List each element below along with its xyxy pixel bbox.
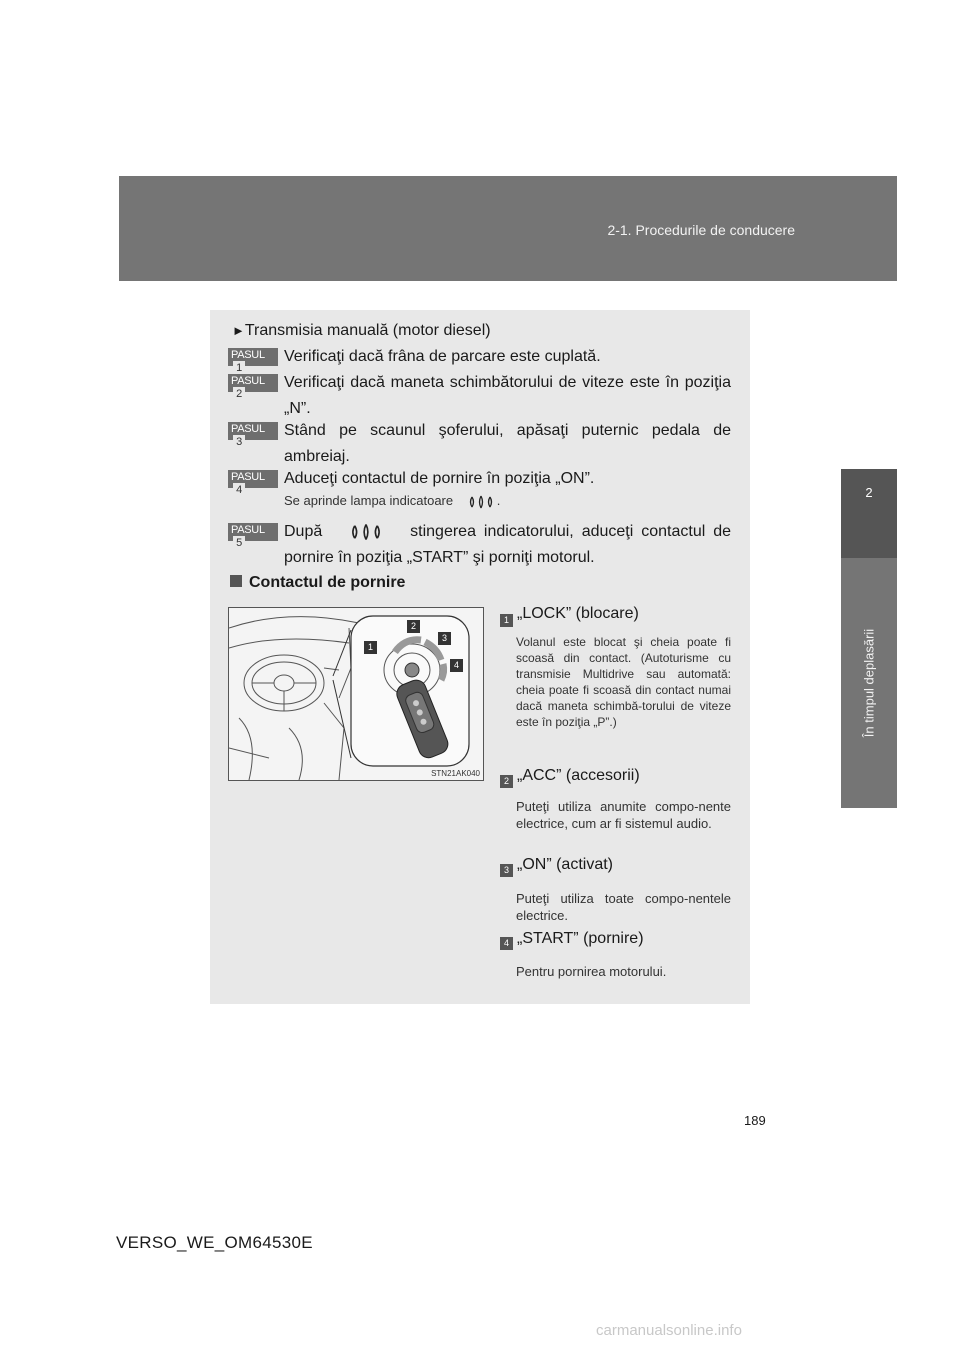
item-desc-4: Pentru pornirea motorului. <box>516 964 667 979</box>
step-badge-2: PASUL2 <box>228 374 278 392</box>
triangle-bullet-icon: ► <box>232 323 245 338</box>
figure-code: STN21AK040 <box>431 769 480 778</box>
watermark: carmanualsonline.info <box>596 1322 742 1339</box>
section-heading: Contactul de pornire <box>230 574 405 592</box>
glow-plug-indicator-icon <box>346 522 386 542</box>
callout-1: 1 <box>364 641 377 654</box>
step-text-4: Aduceţi contactul de pornire în poziţia „ON”. <box>284 470 595 487</box>
step4-note: Se aprinde lampa indicatoare . <box>284 493 501 508</box>
page-number: 189 <box>744 1113 766 1128</box>
step-badge-3: PASUL3 <box>228 422 278 440</box>
item-badge-2: 2 <box>500 775 513 788</box>
step-badge-5: PASUL5 <box>228 523 278 541</box>
item-title-2: „ACC” (accesorii) <box>517 767 640 784</box>
step-text-1: Verificaţi dacă frâna de parcare este cuplată. <box>284 348 601 365</box>
step-badge-4: PASUL4 <box>228 470 278 488</box>
glow-plug-indicator-icon <box>467 494 495 510</box>
subheading <box>232 322 491 340</box>
step-text-5: După stingerea indicatorului, aduceţi contactul de pornire în poziţia „START” şi porniţi motorul. <box>284 523 732 566</box>
chapter-number: 2 <box>865 485 873 500</box>
square-bullet-icon <box>230 575 242 587</box>
item-title-3: „ON” (activat) <box>517 856 613 873</box>
ignition-illustration <box>228 607 484 781</box>
subheading-text: Transmisia manuală (motor diesel) <box>244 322 491 339</box>
callout-4: 4 <box>450 659 463 672</box>
item-desc-2: Puteţi utiliza anumite compo-nente electrice, cum ar fi sistemul audio. <box>516 799 731 831</box>
step-text-2: Verificaţi dacă maneta schimbătorului de viteze este în poziţia „N”. <box>284 374 731 417</box>
section-title: 2-1. Procedurile de conducere <box>607 222 795 238</box>
chapter-number-tab <box>841 469 897 558</box>
item-desc-3: Puteţi utiliza toate compo-nentele electrice. <box>516 891 731 923</box>
item-desc-1: Volanul este blocat şi cheia poate fi scoasă din contact. (Autoturisme cu transmisie Multidrive sau automată: cheia poate fi scoasă din contact numai dacă maneta schimbă-torului de viteze este în poziţia „P”.) <box>516 635 731 729</box>
sidetab-top <box>841 176 897 281</box>
callout-3: 3 <box>438 632 451 645</box>
chapter-label-tab <box>841 558 897 808</box>
step-badge-1: PASUL1 <box>228 348 278 366</box>
item-badge-1: 1 <box>500 614 513 627</box>
footer-code: VERSO_WE_OM64530E <box>116 1233 313 1252</box>
item-badge-3: 3 <box>500 864 513 877</box>
section-header <box>119 176 841 281</box>
step-text-3: Stând pe scaunul şoferului, apăsaţi puternic pedala de ambreiaj. <box>284 422 731 465</box>
callout-2: 2 <box>407 620 420 633</box>
chapter-label: În timpul deplasării <box>861 628 877 738</box>
item-title-4: „START” (pornire) <box>517 930 644 947</box>
item-badge-4: 4 <box>500 937 513 950</box>
item-title-1: „LOCK” (blocare) <box>517 605 639 622</box>
